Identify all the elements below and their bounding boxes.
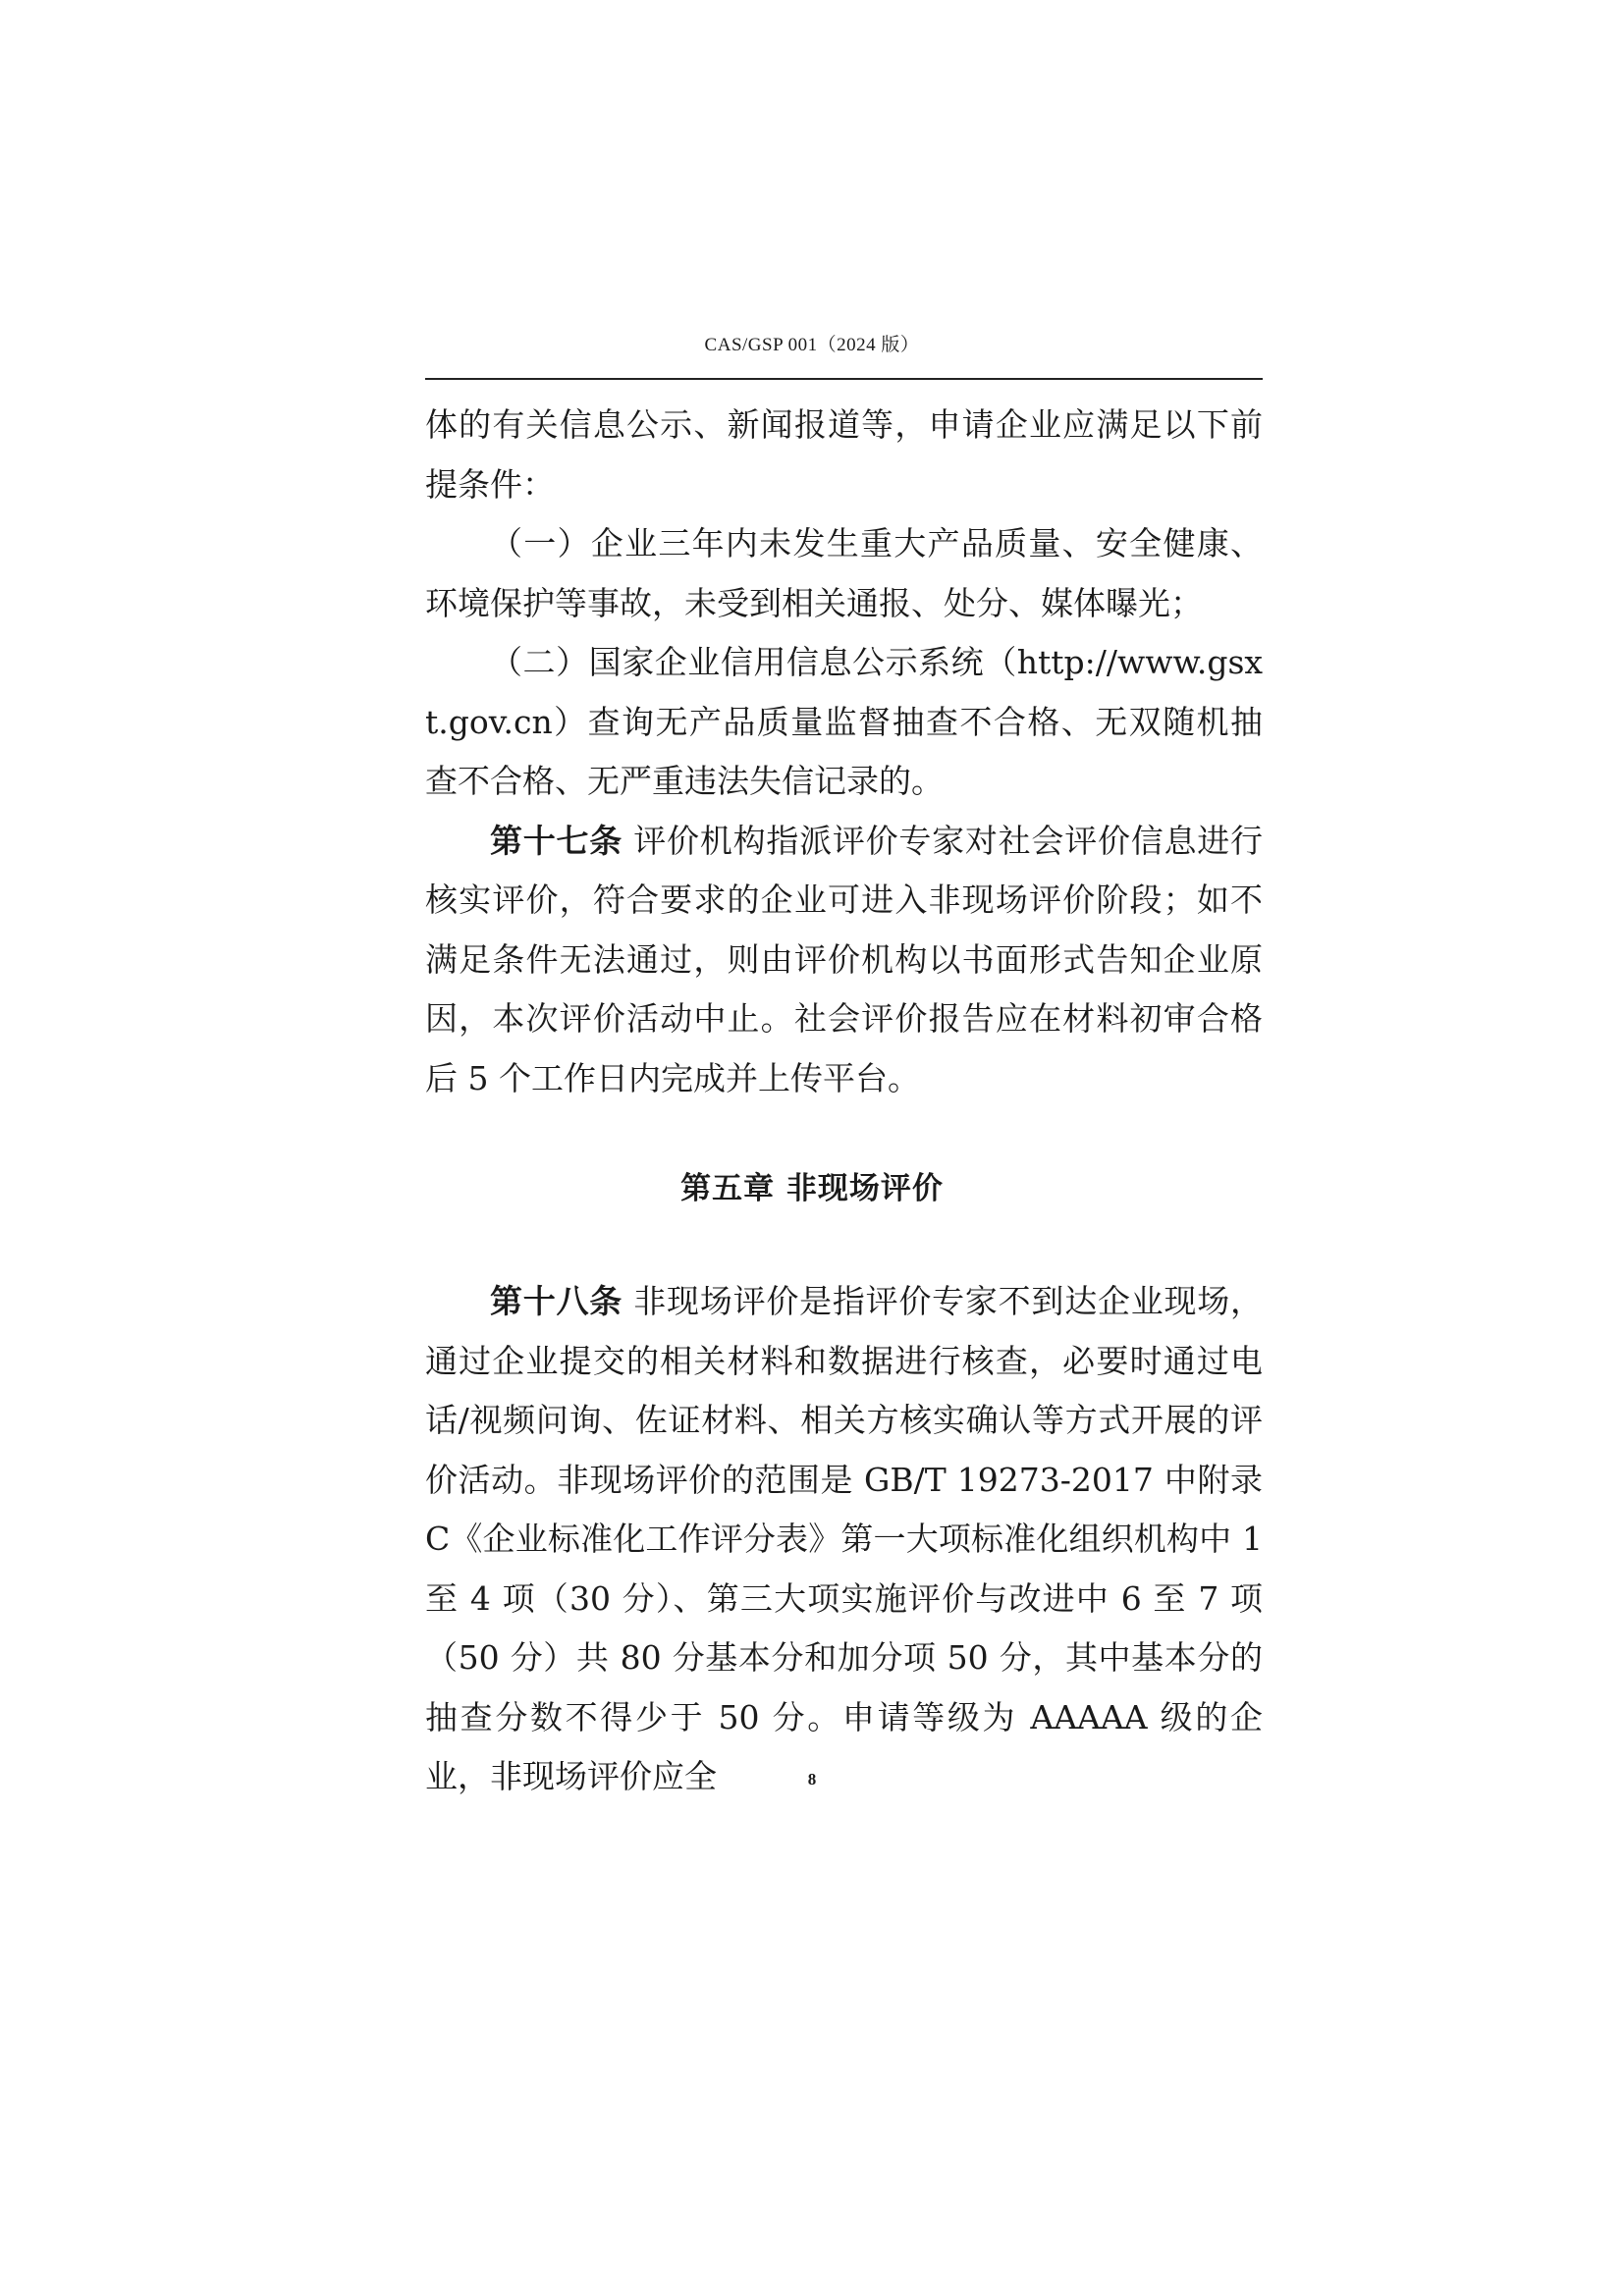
chapter-heading: 第五章 非现场评价: [680, 1171, 944, 1206]
body-section-a: [425, 396, 1263, 1108]
running-header: CAS/GSP 001（2024 版）: [704, 335, 920, 355]
article-18-text: 非现场评价是指评价专家不到达企业现场，通过企业提交的相关材料和数据进行核查，必要时通过电话/视频问询、佐证材料、相关方核实确认等方式开展的评价活动。非现场评价的范围是 GB/T 19273-2017 中附录 C《企业标准化工作评分表》第一大项标准化组织机构中 1 至 4 项（30 分）、第三大项实施评价与改进中 6 至 7 项（50 分）共 80 分基本分和加分项 50 分，其中基本分的抽查分数不得少于 50 分。申请等级为 AAAAA 级的企业，非现场评价应全: [425, 1282, 1263, 1795]
header-rule: [425, 378, 1263, 380]
article-17-label: 第十七条: [490, 821, 623, 860]
paragraph-item-1: （一）企业三年内未发生重大产品质量、安全健康、环境保护等事故，未受到相关通报、处分、媒体曝光；: [425, 524, 1263, 622]
paragraph-item-2: （二）国家企业信用信息公示系统（http://www.gsxt.gov.cn）查询无产品质量监督抽查不合格、无双随机抽查不合格、无严重违法失信记录的。: [425, 643, 1263, 800]
body-section-b: [425, 1272, 1263, 1807]
article-18: [425, 1272, 1263, 1807]
page-number: 8: [807, 1770, 817, 1789]
article-17: [425, 812, 1263, 1109]
paragraph-continuation: 体的有关信息公示、新闻报道等，申请企业应满足以下前提条件：: [425, 405, 1263, 504]
article-18-label: 第十八条: [490, 1282, 623, 1320]
article-17-text: 评价机构指派评价专家对社会评价信息进行核实评价，符合要求的企业可进入非现场评价阶段；如不满足条件无法通过，则由评价机构以书面形式告知企业原因，本次评价活动中止。社会评价报告应在材料初审合格后 5 个工作日内完成并上传平台。: [425, 821, 1263, 1097]
